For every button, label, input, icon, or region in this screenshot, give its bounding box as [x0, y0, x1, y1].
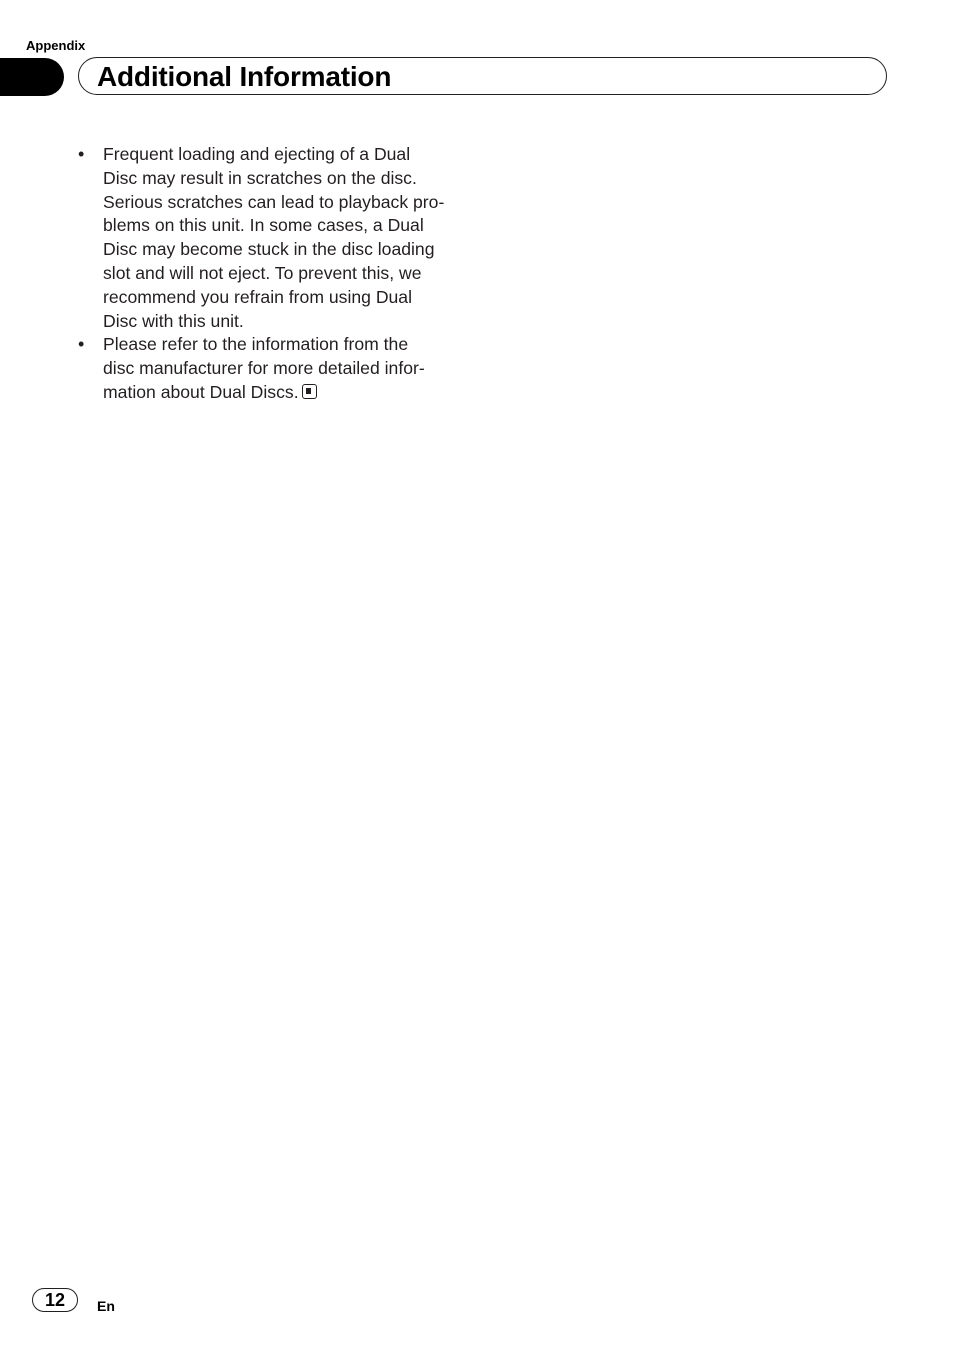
page-title: Additional Information — [97, 61, 392, 92]
section-label: Appendix — [26, 38, 86, 53]
bullet-icon: • — [78, 334, 85, 355]
bullet-list — [78, 143, 478, 405]
text-line-content: mation about Dual Discs. — [103, 381, 299, 402]
text-line: Serious scratches can lead to playback pro- — [103, 191, 445, 212]
bullet-text — [103, 333, 478, 404]
text-line: recommend you refrain from using Dual — [103, 286, 412, 307]
bullet-icon: • — [78, 144, 85, 164]
text-line: slot and will not eject. To prevent this, we — [103, 262, 422, 283]
text-line: Disc with this unit. — [103, 310, 244, 331]
bullet-item-manufacturer-info — [78, 333, 478, 404]
text-line: disc manufacturer for more detailed infor- — [103, 358, 425, 379]
end-of-section-icon — [302, 384, 317, 399]
page-number: 12 — [32, 1288, 78, 1312]
section-tab-marker — [0, 58, 64, 96]
text-line: Please refer to the information from the — [103, 334, 409, 355]
text-line: Disc may result in scratches on the disc. — [103, 167, 417, 188]
text-line: Frequent loading and ejecting of a Dual — [103, 144, 411, 164]
bullet-text — [103, 143, 478, 333]
text-line: Disc may become stuck in the disc loading — [103, 239, 435, 260]
text-line: blems on this unit. In some cases, a Dual — [103, 215, 424, 236]
language-label: En — [97, 1298, 115, 1314]
bullet-item-dual-disc-scratches — [78, 143, 478, 333]
text-line-last — [103, 381, 478, 405]
